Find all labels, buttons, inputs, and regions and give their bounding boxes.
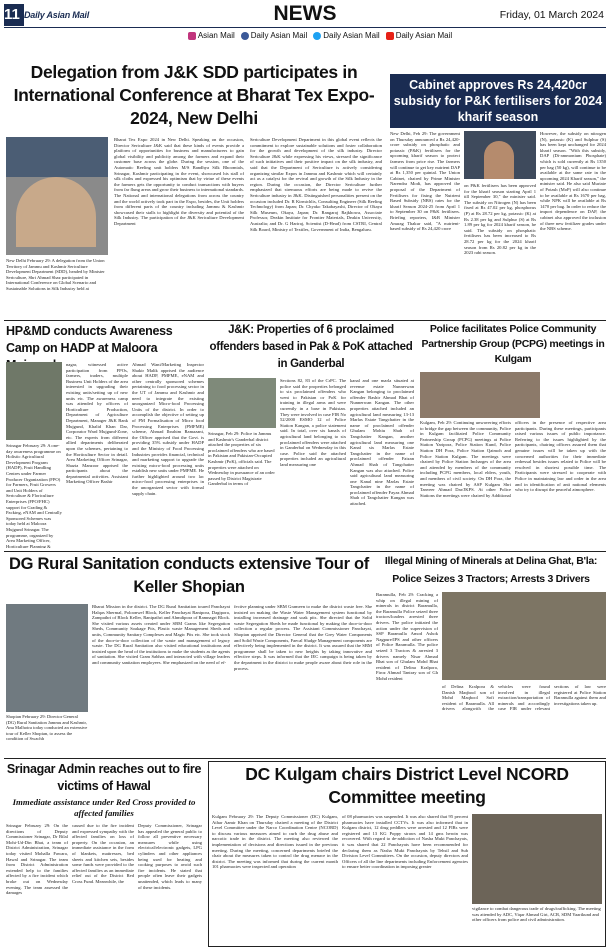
mining-col-1: Baramulla, Feb 29: Cracking a whip on illegal mining of minerals in district Baramulla, the Baramulla Police seized three tractors/loaders arrested three drivers. The police initiated the action under the supervision of SSP Baramulla Amod Ashok Nagpure/IPS and other officers of Police Baramulla. The police seized 3 Tractors & arrested 3 drivers namely Nisar Ahmad Bhat son of Ghulam Mohd Bhat resident of Delina Kralpora, Firoz Ahmad Tantray son of Gh Mohd resident [376,592,438,681]
divider [4,758,606,759]
cabinet-headline: Cabinet approves Rs 24,420cr subsidy for P&K fertilisers for 2024 kharif season [390,74,606,128]
social-label: Daily Asian Mail [323,31,380,40]
srinagar-headline: Srinagar Admin reaches out to fire victims of Hawal [6,762,202,793]
social-bar [170,30,470,42]
pok-photo [208,378,276,428]
kulgam-police-headline: Police facilitates Police Community Partnership Group (PCPG) meetings in Kulgam [421,323,605,365]
lead-col-1: Bharat Tex Expo 2024 in New Delhi. Speaking on the occasion, Director Sericulture J&K said that these kinds of events provide a platform of opportunities for business and manufacturers to gain global visibility and publicity among the farmers and expand their customer base across the globe. During the session, one of the Automatic Reeling unit holders M/S Bandhya Silk Bhoomtals, Srinagar, Kashmir participating in the event, showcased his stall of silk cloths and expressed his optimism that by virtue of these events the farmers gets the opportunity to conduct transactions with buyers from far flung areas and grow their business to international standards. The National and international delegations from across the country and the world actively took part in the Expo, besides, the Unit holders from different parts of the country including Jammu & Kashmir showcased their stalls to highlight the diversity and potential of the Silk Industry. The participation of the J&K Sericulture Development Department [114,137,244,226]
divider [4,320,606,321]
ncord-photo [472,814,602,904]
srinagar-col-2: caused due to the fire incident and expressed sympathy with the affected families on loss of property. On the occasion, an immediate assistance in the form of blankets, mattresses, bed sheets and kitchen sets, besides some funds were provided to the affected families as an immediate relief out of the District Red Cross Fund. Meanwhile, the [72,823,134,884]
facebook-icon [241,32,249,40]
mining-photo [442,592,606,680]
social-facebook[interactable] [241,30,307,42]
cabinet-photo [464,131,536,179]
kulgam-police-text: Kulgam, Feb 29: Continuing unwavering efforts to bridge the gap between the community, Police in Kulgam facilitated Police Community Partnership Group (PCPG) meetings at Police Station Yaripora, Police Station Kund, Police Station DH Pora, Police Station Qaimoh and Police Station Kulgam. The meetings were chaired by Police Station Incharges of the area and attended by members of the community including PCPG members, local elders, youth, and members of civil society. On DH Pora, the meeting was chaired by ASP Kulgam Shri Tanveer Ahmad Dar/JKPS. At other Police Stations the meetings were chaired by Additional officers in the presence of respective area participants. During these meetings, participants raised various issues of public importance. Referring to the issues highlighted by the participants, chairing officers assured them that genuine issues will be taken up with the concerned authorities for their immediate redressal besides issues related to Police will be resolved in shortest possible time. The Participants were stressed to cooperate with Police in maintaining law and order in the area and in identification of anti national elements who try to disrupt the peaceful atmosphere. [420,420,606,498]
hpmd-caption: Srinagar February 29: A one-day awareness programme on Holistic Agricultural Development Program (HADP), Fruit Handling Centres under Farmer Producer Organization (FPO) for Farmers, Fruit Growers and Unit Holders of Sericulture & Floriculture Enterprises (FPO/FHC) support for Grading & Packing, eNAM and Centrally Sponsored Schemes was today held at Maloora Mujgund Srinagar. The programme, organized by Area Marketing Officer, Horticulture Planning & [6,443,62,548]
social-label: Daily Asian Mail [395,31,453,40]
dg-headline: DG Rural Sanitation conducts extensive Tour of Keller Shopian [9,555,369,596]
mining-headline-1: Illegal Mining of Minerals at Delina Ghat, B'la: [384,555,598,567]
section-title: NEWS [273,2,337,25]
dg-caption: Shopian February 29: Director General (DG) Rural Sanitation Jammu and Kashmir, Anu Malhotra today conducted an extensive tour of Keller Shopian, to assess the condition of Swachh [6,714,88,742]
masthead-rule [4,27,606,28]
mining-col-2: of Delina Kralpora & Danish Maqbool son of Mohd Maqbool Sofi resident of Baramulla. All drivers alongwith the vehicles were found involved in illegal extraction/transportation of minerals and accordingly case FIR under relevant sections of law were registered at Police Station Baramulla against them and investigations taken up. [442,684,606,712]
pok-headline: J&K: Properties of 6 proclaimed offenders based in Pak & PoK attached in Ganderbal [209,324,413,370]
pok-caption: Srinagar, Feb 29: Police in Jammu and Kashmir's Ganderbal district attached the properties of six proclaimed offenders who are based in Pakistan and Pakistan-Occupied Kashmir (PoK), officials said. The properties were attached on Wednesday in pursuance of an order passed by District Magistrate Ganderbal in terms of [208,431,275,487]
pok-col-2: kanal and one marla situated at revenue estate Nunnerwan Kangan belonging to proclaimed offender Bashir Ahmad Bhat of Nunnerwan Kangan. The other properties attached included an agricultural land measuring 13-13 Marlas Estate Tangchatter in the name of proclaimed offender Ghulam Mohiu Shah of Tangchatter Kangan, another agricultural land measuring one Kanal six Marlas Estate Tangchatter in the name of proclaimed offender Faizan Ahmad Shah of Tangchatter Kangan was also attached. Police said agricultural land measuring one Kanal nine Marlas Estate Tangchatter in the name of proclaimed offender Fayaz Ahmad Shah of Tangchatter Kangan was attached. [350,378,414,507]
mining-headline-2: Police Seizes 3 Tractors; Arrests 3 Drivers [392,573,590,585]
srinagar-subhead: Immediate assistance under Red Cross provided to affected families [12,797,196,818]
srinagar-col-1: Srinagar February 29: On the directions of Deputy Commissioner Srinagar, Dr Bilal Mohi-Ud-Din Bhat, a team of District Administration, Srinagar today visited Mohalla Fawara, Hawal and Srinagar. The team from District Administration extended help to the families affected by a fire incident which broke out on Wednesday evening. The team assessed the damages [6,823,68,896]
social-twitter[interactable] [313,30,379,42]
social-label: Daily Asian Mail [250,31,308,40]
hpmd-col-2: Ahmad Wani/Marketing Inspector Shakir Malik apprised the audience about HADP, PMFME, eNAM and other centrally sponsored schemes pertaining to food processing sector in the UT of Jammu and Kashmir and need to integrate the existing unorganized Micro-food Processing Units of the district. In order to accomplish the objective of setting up of PM Formalisation of Micro food Processing Enterprises (PMFME) scheme, Ahmad Ibrahim Ramazani, the Officer apprised that the Govt. is providing 35% subsidy under HADP and the Ministry of Food Processing Industries provides financial, technical and marketing support to upgrade the existing micro-food processing units establish new units under PMFME. He further highlighted around two lac micro-food processing enterprises in the unorganized sector with formal supply chain. [132,362,204,496]
instagram-icon [188,32,196,40]
social-label: Asian Mail [197,31,235,40]
lead-col-2: Sericulture Development Department in this global event reflects the commitment to explore sustainable solutions and foster collaboration for the growth and development of the silk industry. Director Sericulture J&K while expressing his views, stressed the significance of such initiatives and their positive impact on the silk industry, and said that the Department of Sericulture is actively considering organizing similar Expos in Jammu and Kashmir which will certainly act as a catalyst for the revival and growth of the Silk Industry in the region. During the occasion, the Director Sericulture further emphasized that strenuous efforts are being made to revive the Sericulture industry in J&K. Distinguished personalities present on the occasion included Dr. R Kirmichlis, Consulting Engineer (Silk Reeling Technology) from Japan; Dr. Chyako Takabayashi, Director of Okaya Silk Museum, Okaya, Japan; Dr. Rangaraj Rajkhowa, Associate Professor, Deakin Institute for Frontier Materials, Deakin University, Australia; and Dr. G Hariraj, Scientist (D-Head) from CSTRI, Central Silk Board, Ministry of Textiles, Government of India, Bengaluru. [250,137,382,232]
ncord-headline: DC Kulgam chairs District Level NCORD Committee meeting [245,764,569,807]
social-youtube[interactable] [386,30,452,42]
lead-caption: New Delhi February 29: A delegation from the Union Territory of Jammu and Kashmir Sericulture Development Department (SDD), headed by Minister Sericulture, Shri Ahmad Shaz participated in International Conference on Global Scenario and Sustainable Solutions in Silk Industry held at [6,258,105,291]
divider [4,551,606,552]
srinagar-col-3: Deputy Commissioner, Srinagar has appealed the general public to follow all preventive necessary measures while using electrical/electronic gadgets, LPG cylinders and other appliances being used for heating and cooking purposes to avoid such fire incidents. He stated that people often leave their gadgets unattended, which leads to many of these incidents. [138,823,202,890]
cabinet-col-2: on P&K fertilisers has been approved for the kharif season starting April 1 till September 30," the minister said. The subsidy on Nitrogen (N) has been fixed at Rs 47.02 per kg, phosphorus (P) at Rs 28.72 per kg, potassic (K) at Rs 2.38 per kg and Sulphur (S) at Rs 1.89 per kg for 2024 kharif season, he said. The subsidy on phosphatic fertilisers has been increased to Rs 28.72 per kg for the 2024 kharif season from Rs 20.82 per kg in the 2023 rabi season. [464,183,536,256]
twitter-icon [313,32,321,40]
youtube-icon [386,32,394,40]
kulgam-police-photo [420,372,540,418]
ncord-col-2: of 08 pharmacies was suspended. It was also shared that 95 percent pharmacies have installed CCTVs. It was also informed that in Kulgam district, 12 drug peddlers were arrested and 12 FIRs were registered and 13 KG Poppy straws and 14 gms heroin was recovered. With regard to de-addiction of Nasha Mukt Panchayats, it was shared that 22 Panchayats have been recommended for declaring them as Nasha Mukt Panchayats by Tehsil and Sub Division Level Committees. On the occasion, deputy directors and Officers of all the line departments including Enforcement agencies to ensure better coordination in imposing greater [342,814,468,870]
lead-photo [6,137,108,255]
paper-logo: Daily Asian Mail [24,10,89,20]
dg-col-1: Bharat Mission in the district. The DG Rural Sanitation toured Panchayat Halqas Shermal, Poloonwel Block, Keller Panchayat Ranipora, Dagipora, Zampathri of Block Keller, Ranipathri and Ahmdipora of Ramnagri Block. She visited various assets created under SBM Grams like Segregation Sheds, Community Soakage Pits, Plastic waste Management Sheds and units, Community Sanitary Complexes and Magic Pits etc. She took stock of the door-to-door collection of the waste and management of legacy waste. The DG Rural Sanitation also visited educational institutions and insisted upon the head of the institutions to make the students as the agents of sanitation. She visited Gram Sabhas and interacted with village leaders and community sanitation employees. She emphasized on the need of ef- [92,604,230,665]
hpmd-headline: HP&MD conducts Awareness Camp on HADP at Maloora [6,324,173,355]
edition-date: Friday, 01 March 2024 [499,9,604,21]
dg-col-2: fective planning under SBM Grameen to make the district waste free. She insisted on making the Waste Water Management system functional by installing increased drainage and soak pits. She directed that the Solid waste Segregation Sheds be made functional by making the door-to-door collection a regular process. The Assistant Commissioner Panchayat, Shopian apprised the Director General that the Grey Water Components and Solid Waste Components, Faecal Sludge Management components are effectively being implemented in the district. It was assured that the SBM programme shall be taken to new heights by taking innovative and effective steps. It was informed that the IEC campaign is being taken by the department in the district to make people aware about their role in the process. [234,604,372,671]
cabinet-col-3: However, the subsidy on nitrogen (N), potassic (K) and Sulphur (S) has been kept unchanged for 2024 kharif season. "With this subsidy, DAP (Di-ammonium Phosphate) which is sold currently at Rs 1350 per bag (50 kg), will continue to be available at the same rate in the upcoming 2024 Kharif season," the minister said. He also said Muriate of Potash (MoP) will also continue to be available at Rs 1670 per bag, while NPK will be available at Rs 1470 per bag. In order to reduce the import dependence on DAP, the cabinet also approved the inclusion of three new fertilizer grades under the NBS scheme. [540,131,606,232]
social-instagram[interactable] [188,30,235,42]
page-number-text: 11 [4,6,20,23]
pok-col-1: Sections 82, 83 of the CrPC. The police said the properties belonged to six proclaimed offenders who went to Pakistan or PoK for training in illegal arms and were currently in a base in Pakistan. They were involved in case FIR No 52/2000 ESMO 12 of Police Station Kangan, a police statement said. In total, over six kanals of agricultural land belonging to six proclaimed offenders were attached in Ganderbal on Wednesday in this case. Police said the attached properties included an agricultural land measuring one [280,378,346,467]
cabinet-col-1: New Delhi, Feb 29: The government on Thursday announced a Rs 24,420-crore subsidy on phosphatic and potassic (P&K) fertilisers for the upcoming kharif season to protect farmers from price rise. The farmers will continue to get key nutrient DAP at Rs 1,350 per quintal. The Union Cabinet, chaired by Prime Minister Narendra Modi, has approved the proposal of the Department of Fertilisers for fixing the Nutrient Based Subsidy (NBS) rates for the kharif Season 2024-25 from April 1 to September 30 on P&K fertilisers. Briefing reporters, I&B Minister Anurag Thakur said, "A nutrient-based subsidy of Rs 24,420 crore [390,131,460,232]
hpmd-photo [6,362,62,440]
hpmd-col-1: nagar, witnessed active participation from FPOs, farmers, traders, multiple Business Unit Holders of the area interested in upgrading their existing units/setting up of new units etc. The awareness camp was attended by officers of Horticulture Production, Department of Agriculture Department, Manager J&K Bank Mujgund, Khalid Khan Dar, Corporator Ward Mujgund-Zone, etc. The experts from different allied departments deliberated upon the schemes, pertaining to the Horticulture Sector in detail. Area Marketing Officer Srinagar, Shazia Manzoor apprised the participants about the departmental activities. Assistant Marketing Officer Bashir [66,362,128,485]
ncord-col-1: Kulgam February 29: The Deputy Commissioner (DC) Kulgam, Athar Aamir Khan on Thursday chaired a meeting of the District Level Committee under the Narco Coordination Centre (NCORD) to discuss various measures aimed to curb the drug abuse and narcotic trade in the district. The meeting also reviewed the implementation of decisions and directions issued in the previous meeting. During the meeting, concerned departments briefed the chair about the measures taken to control the drug menace in the district. The meeting was informed that during the current month 101 pharmacies were inspected and operation [212,814,338,870]
ncord-caption: vigilance to combat dangerous trade of drugs/trafficking. The meeting was attended by ADC, Viqar Ahmad Giri, ACR, SDM Yaarikund and other officers from police and civil administration. [472,906,601,923]
lead-headline: Delegation from J&K SDD participates in International Conference at Bharat Tex Expo-2024, New Delhi [13,62,375,128]
dg-photo [6,604,88,712]
